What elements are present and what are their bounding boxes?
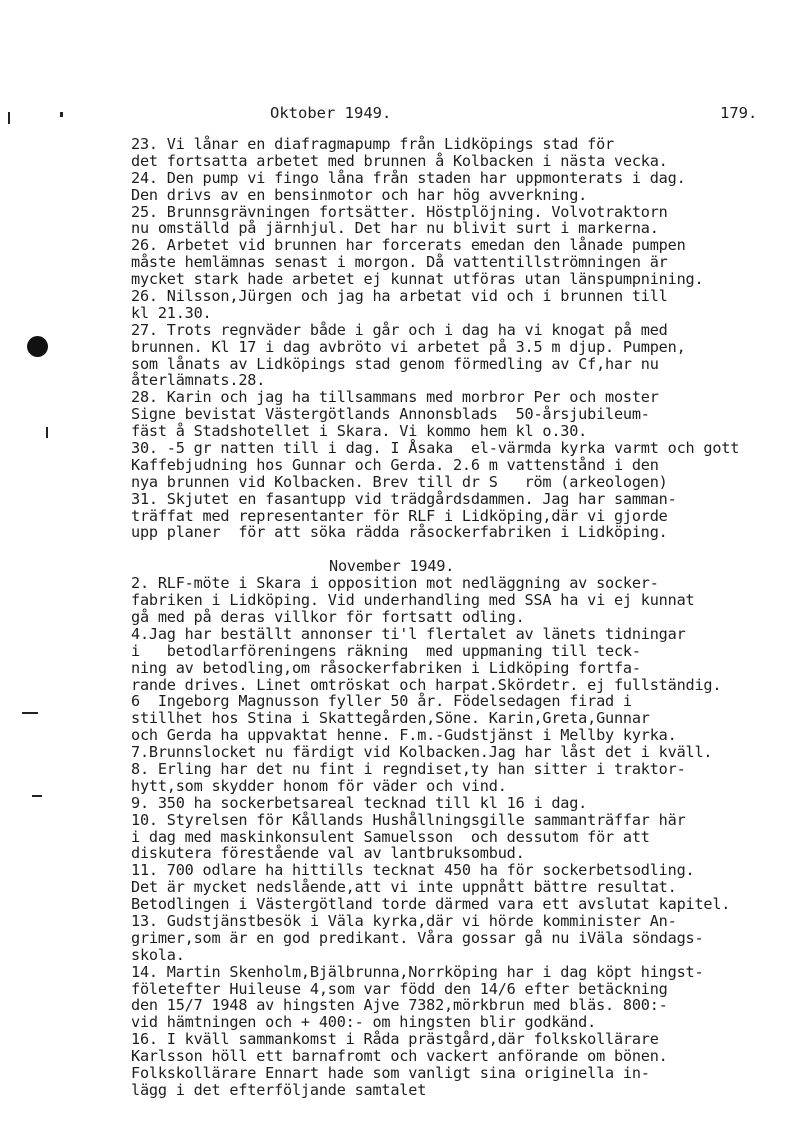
diary-line: nya brunnen vid Kolbacken. Brev till dr S röm (arkeologen) [131,472,668,491]
binder-dash-mark [32,795,42,797]
diary-line: den 15/7 1948 av hingsten Ajve 7382,mörkbrun med bläs. 800:- [131,996,668,1015]
diary-line: 10. Styrelsen för Kållands Hushållningsgille sammanträffar här [131,810,686,829]
page-header-month: Oktober 1949. [270,104,392,122]
diary-line: ning av betodling,om råsockerfabriken i Lidköping fortfa- [131,658,641,677]
diary-line: 31. Skjutet en fasantupp vid trädgårdsdammen. Jag har samman- [131,489,677,508]
diary-line: 4.Jag har beställt annonser ti'l flertalet av länets tidningar [131,624,686,643]
diary-line: kl 21.30. [131,303,212,322]
diary-line: föletefter Huileuse 4,som var född den 14/6 efter betäckning [131,979,668,998]
diary-line: Signe bevistat Västergötlands Annonsblads 50-årsjubileum- [131,405,650,424]
diary-line: i dag med maskinkonsulent Samuelsson och dessutom för att [131,827,650,846]
diary-line: Det är mycket nedslående,att vi inte uppnått bättre resultat. [131,878,677,897]
diary-line: det fortsatta arbetet med brunnen å Kolbacken i nästa vecka. [131,151,668,170]
diary-line: Betodlingen i Västergötland torde därmed vara ett avslutat kapitel. [131,895,731,914]
diary-line: mycket stark hade arbetet ej kunnat utföras utan länspumpnining. [131,270,704,289]
diary-line: 7.Brunnslocket nu färdigt vid Kolbacken.Jag har låst det i kväll. [131,743,713,762]
binder-dash-mark [22,712,38,714]
diary-line: Folkskollärare Ennart hade som vanligt sina originella in- [131,1063,650,1082]
diary-line: grimer,som är en god predikant. Våra gossar gå nu iVäla söndags- [131,928,704,947]
diary-line: diskutera förestående val av lantbruksombud. [131,844,525,863]
diary-line: 11. 700 odlare ha hittills tecknat 450 ha för sockerbetsodling. [131,861,695,880]
diary-line: rande drives. Linet omtröskat och harpat.Skördetr. ej fullständig. [131,675,722,694]
binder-tick-mark [60,112,63,117]
diary-line: hytt,som skydder honom för väder och vind. [131,776,507,795]
diary-line: i betodlarföreningens räkning med uppmaning till teck- [131,641,641,660]
diary-line: lägg i det efterföljande samtalet [131,1080,427,1099]
diary-line: 30. -5 gr natten till i dag. I Åsaka el-värmda kyrka varmt och gott [131,439,740,458]
diary-line: fäst å Stadshotellet i Skara. Vi kommo hem kl o.30. [131,422,588,441]
diary-line: Den drivs av en bensinmotor och har hög avverkning. [131,185,588,204]
diary-line: upp planer för att söka rädda råsockerfabriken i Lidköping. [131,523,668,542]
november-heading: November 1949. [329,557,455,576]
diary-line: 26. Nilsson,Jürgen och jag ha arbetat vid och i brunnen till [131,287,668,306]
diary-line: 26. Arbetet vid brunnen har forcerats emedan den lånade pumpen [131,236,686,255]
diary-line: 9. 350 ha sockerbetsareal tecknad till kl 16 i dag. [131,793,588,812]
diary-line: 23. Vi lånar en diafragmapump från Lidköpings stad för [131,135,614,153]
diary-line: 8. Erling har det nu fint i regndiset,ty han sitter i traktor- [131,759,686,778]
diary-line: fabriken i Lidköping. Vid underhandling med SSA ha vi ej kunnat [131,591,695,610]
diary-line: 14. Martin Skenholm,Bjälbrunna,Norrköping har i dag köpt hingst- [131,962,704,981]
diary-line: 28. Karin och jag ha tillsammans med morbror Per och moster [131,388,659,407]
punch-hole-mark [27,336,48,357]
diary-line: Karlsson höll ett barnafromt och vackert anförande om bönen. [131,1047,668,1066]
november-entries [131,575,806,1099]
diary-line: 13. Gudstjänstbesök i Väla kyrka,där vi hörde komminister An- [131,911,677,930]
october-entries [131,136,806,541]
diary-line: som lånats av Lidköpings stad genom förmedling av Cf,har nu [131,354,659,373]
page-number: 179. [720,104,758,122]
diary-line: 27. Trots regnväder både i går och i dag ha vi knogat på med [131,320,668,339]
diary-line: skola. [131,945,185,964]
diary-line: 2. RLF-möte i Skara i opposition mot nedläggning av socker- [131,574,659,593]
diary-line: Kaffebjudning hos Gunnar och Gerda. 2.6 m vattenstånd i den [131,455,659,474]
diary-line: brunnen. Kl 17 i dag avbröto vi arbetet på 3.5 m djup. Pumpen, [131,337,686,356]
binder-tick-mark [8,112,10,124]
diary-body [131,136,806,1099]
diary-line: nu omställd på järnhjul. Det har nu blivit surt i markerna. [131,219,659,238]
diary-line: 25. Brunnsgrävningen fortsätter. Höstplöjning. Volvotraktorn [131,202,668,221]
diary-line: måste hemlämnas senast i morgon. Då vattentillströmningen är [131,253,668,272]
diary-line: 24. Den pump vi fingo låna från staden har uppmonterats i dag. [131,168,686,187]
diary-line: återlämnats.28. [131,371,266,390]
diary-line: vid hämtningen och + 400:- om hingsten blir godkänd. [131,1013,597,1032]
binder-tick-mark [46,427,48,438]
diary-line: träffat med representanter för RLF i Lidköping,där vi gjorde [131,506,668,525]
diary-line: stillhet hos Stina i Skattegården,Söne. Karin,Greta,Gunnar [131,709,650,728]
diary-line: och Gerda ha uppvaktat henne. F.m.-Gudstjänst i Mellby kyrka. [131,726,677,745]
diary-line: 16. I kväll sammankomst i Råda prästgård,där folkskollärare [131,1030,659,1049]
diary-line: gå med på deras villkor för fortsatt odling. [131,607,525,626]
diary-line: 6 Ingeborg Magnusson fyller 50 år. Födelsedagen firad i [131,692,632,711]
